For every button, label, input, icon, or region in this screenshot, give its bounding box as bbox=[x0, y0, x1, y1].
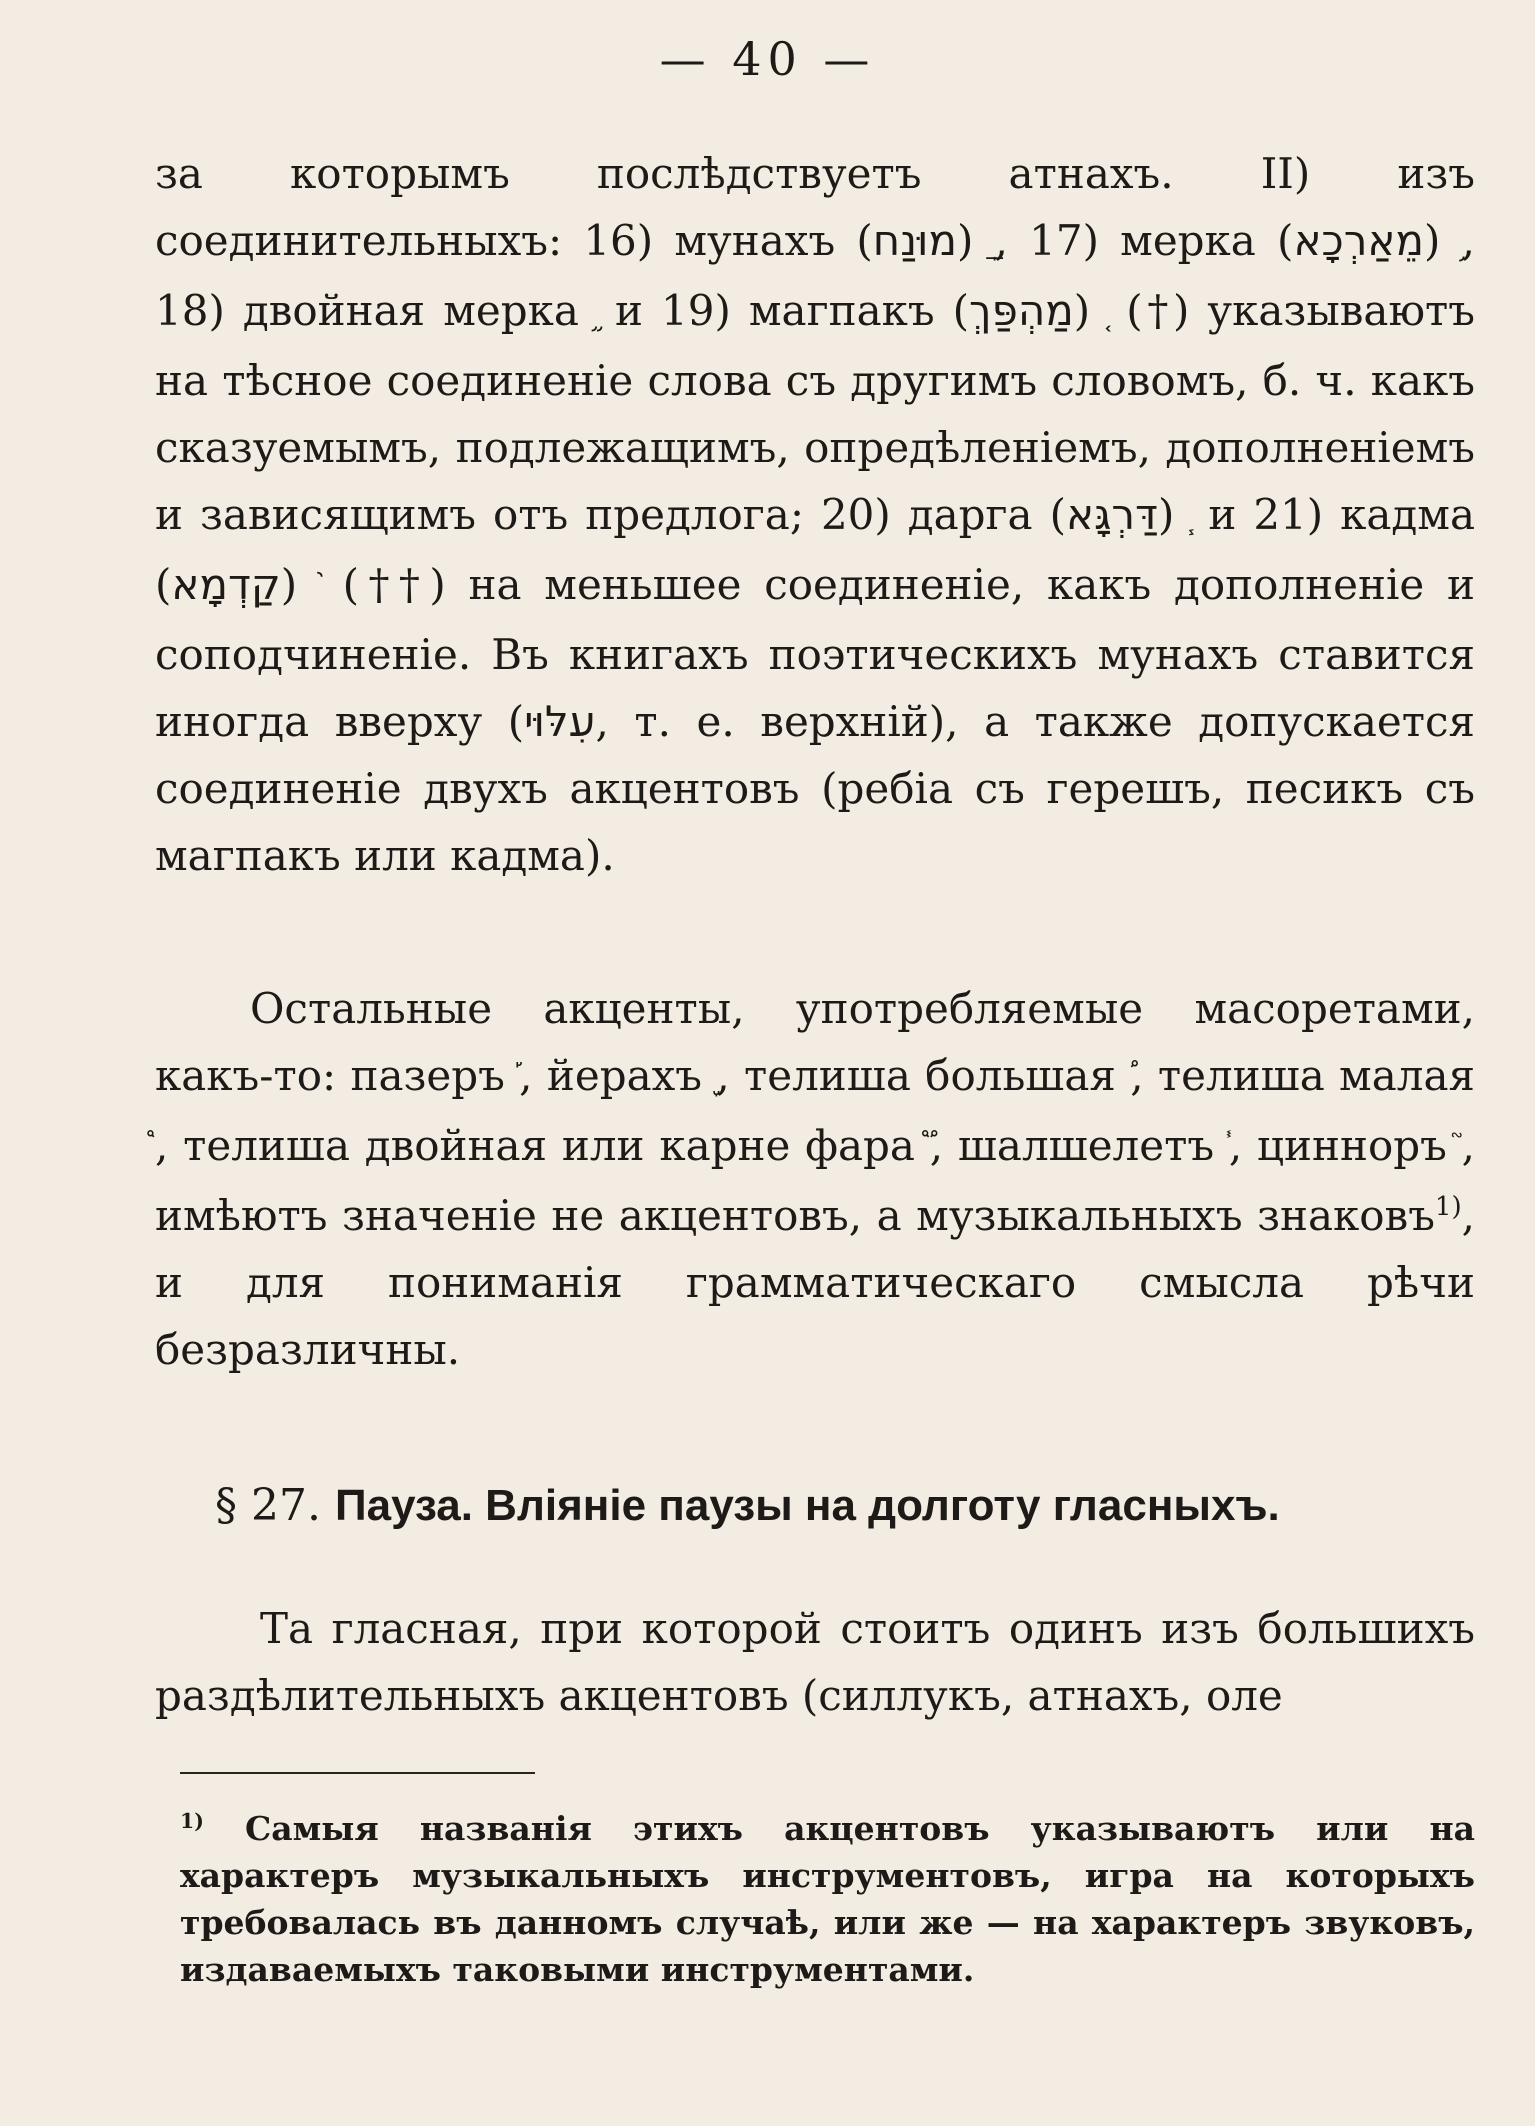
text-segment: , имѣютъ значеніе не акцентовъ, а музыкальныхъ знаковъ bbox=[155, 1121, 1476, 1240]
text-segment: , телиша двойная или карне фара bbox=[155, 1121, 930, 1170]
text-segment: и 19) магпакъ ( bbox=[596, 286, 970, 335]
footnote-marker: 1) bbox=[180, 1809, 204, 1833]
page-number: — 40 — bbox=[659, 32, 876, 86]
text-segment: за которымъ послѣдствуетъ атнахъ. II) изъ соединительныхъ: 16) мунахъ ( bbox=[155, 149, 1475, 265]
paragraph-pause bbox=[155, 1595, 1475, 1729]
section-title: Пауза. Вліяніе паузы на долготу гласныхъ. bbox=[334, 1481, 1280, 1530]
text-segment: , шалшелетъ bbox=[929, 1121, 1229, 1170]
footnote-text: Самыя названія этихъ акцентовъ указываютъ или на характеръ музыкальныхъ инструментовъ, игра на которыхъ требовалась въ данномъ случаѣ, или же — на характеръ звуковъ, издаваемыхъ таковыми инструментами. bbox=[180, 1809, 1475, 1989]
text-segment: ) bbox=[1158, 490, 1192, 539]
text-segment: , телиша малая bbox=[1130, 1051, 1475, 1100]
text-segment: ) bbox=[956, 216, 995, 265]
text-segment: , телиша большая bbox=[716, 1051, 1131, 1100]
paragraph-accents-conjunctive bbox=[155, 140, 1475, 889]
hebrew-word-illuy: עִלּוּי bbox=[524, 697, 596, 746]
footnote bbox=[180, 1805, 1475, 1993]
text-segment: , йерахъ bbox=[519, 1051, 717, 1100]
text-segment: ) bbox=[280, 560, 320, 609]
section-number: § 27. bbox=[215, 1480, 321, 1531]
text-segment: , и для пониманія грамматическаго смысла рѣчи безразличны. bbox=[155, 1191, 1475, 1374]
hebrew-word-darga: דַּרְגָּא bbox=[1065, 490, 1158, 539]
text-segment: , цинноръ bbox=[1228, 1121, 1462, 1170]
text-segment: (†) указываютъ на тѣсное соединеніе слова съ другимъ словомъ, б. ч. какъ сказуемымъ, подлежащимъ, опредѣленіемъ, дополненіемъ и зависящимъ отъ предлога; 20) дарга ( bbox=[155, 286, 1475, 539]
footnote-divider bbox=[180, 1772, 535, 1774]
text-segment: Остальные акценты, употребляемые масоретами, какъ-то: пазеръ bbox=[155, 984, 1475, 1100]
text-segment: (††) на меньшее соединеніе, какъ дополненіе и соподчиненіе. Въ книгахъ поэтическихъ мунахъ ставится иногда вверху ( bbox=[155, 560, 1475, 746]
section-heading bbox=[215, 1480, 1475, 1531]
text-segment: , 18) двойная мерка bbox=[155, 216, 1475, 335]
hebrew-word-mahpak: מַהְפַּךְ bbox=[969, 286, 1074, 335]
text-segment: ) bbox=[1073, 286, 1109, 335]
text-segment: и 21) кадма ( bbox=[155, 490, 1475, 609]
text-segment: , 17) мерка ( bbox=[994, 216, 1294, 265]
hebrew-word-kadma: קַדְמָא bbox=[171, 560, 281, 609]
text-segment: , т. е. верхній), а также допускается соединеніе двухъ акцентовъ (ребіа съ герешъ, песикъ съ магпакъ или кадма). bbox=[155, 697, 1475, 880]
hebrew-word-munah: מוּנַח bbox=[872, 216, 957, 265]
paragraph-masoretic-accents bbox=[155, 975, 1475, 1383]
text-segment: ) bbox=[1424, 216, 1462, 265]
text-segment: Та гласная, при которой стоитъ одинъ изъ большихъ раздѣлительныхъ акцентовъ (силлукъ, атнахъ, оле bbox=[155, 1604, 1475, 1720]
footnote-reference: 1) bbox=[1434, 1192, 1462, 1222]
hebrew-word-merka: מֵאַרְכָא bbox=[1293, 216, 1425, 265]
